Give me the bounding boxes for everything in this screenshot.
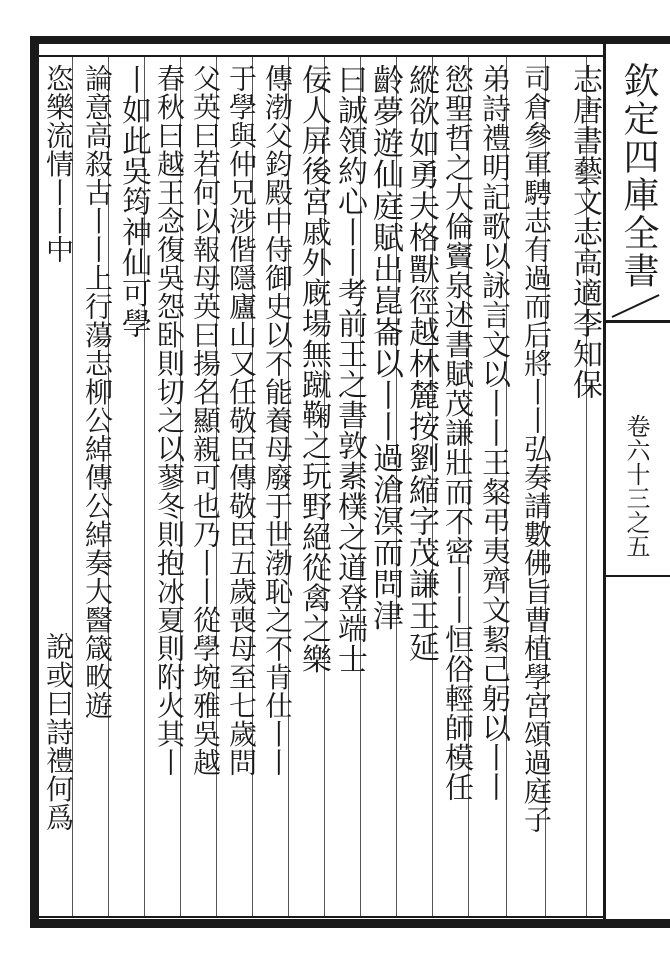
text-block-bottom-border [36, 916, 606, 918]
text-column: 曰誠領約心丨丨考前王之書敦素樸之道登端士 [332, 64, 367, 674]
text-column: 佞人屏後宮戚外廐場無蹴鞠之玩野絕從禽之樂 [296, 64, 331, 674]
margin-book-title: 欽定四庫全書 [618, 62, 659, 290]
text-column: 父英曰若何以報母英曰揚名顯親可也乃丨丨從學埦雅吳越 [189, 64, 222, 777]
text-column: 慾聖哲之大倫竇泉述書賦茂謙壯而不密丨丨恒俗輕師模任 [441, 64, 475, 802]
text-column: 說或曰詩禮何爲 [42, 632, 75, 832]
text-column: 論意高殺古丨丨上行蕩志柳公綽傳公綽奏大醫箴畋遊 [81, 64, 114, 720]
text-column: 齡夢遊仙庭賦出崑崙以丨丨過滄溟而問津 [367, 64, 403, 631]
margin-divider-lower [606, 575, 670, 577]
margin-volume-label: 卷六十三之五 [622, 414, 650, 558]
text-column: 弟詩禮明記歌以詠言文以丨丨王粲弔夷齊文絜己躬以丨丨 [478, 64, 512, 802]
text-column: 傳渤父鈞殿中侍御史以不能養母廢于世渤恥之不肯仕丨丨 [261, 64, 294, 777]
text-column: 恣樂流情丨丨中 [42, 64, 75, 264]
text-column: 春秋曰越王念復吳怨卧則切之以蓼冬則抱冰夏則附火其丨 [153, 64, 186, 777]
text-column: 丨如此吳筠神仙可學 [116, 64, 151, 339]
text-column: 司倉參軍騁志有過而后將丨丨弘奏請數佛旨曹植學宮頌過庭子 [520, 64, 553, 834]
margin-divider [606, 320, 670, 323]
text-column: 縱欲如勇夫格獸徑越林麓按劉縮字茂謙王延 [403, 64, 439, 663]
text-column: 于學與仲兄涉偕隱廬山又任敬臣傳敬臣五歲喪母至七歲問 [225, 64, 258, 777]
text-block-top-border [36, 55, 606, 57]
text-column: 志唐書藝文志高適李知保 [567, 64, 602, 400]
